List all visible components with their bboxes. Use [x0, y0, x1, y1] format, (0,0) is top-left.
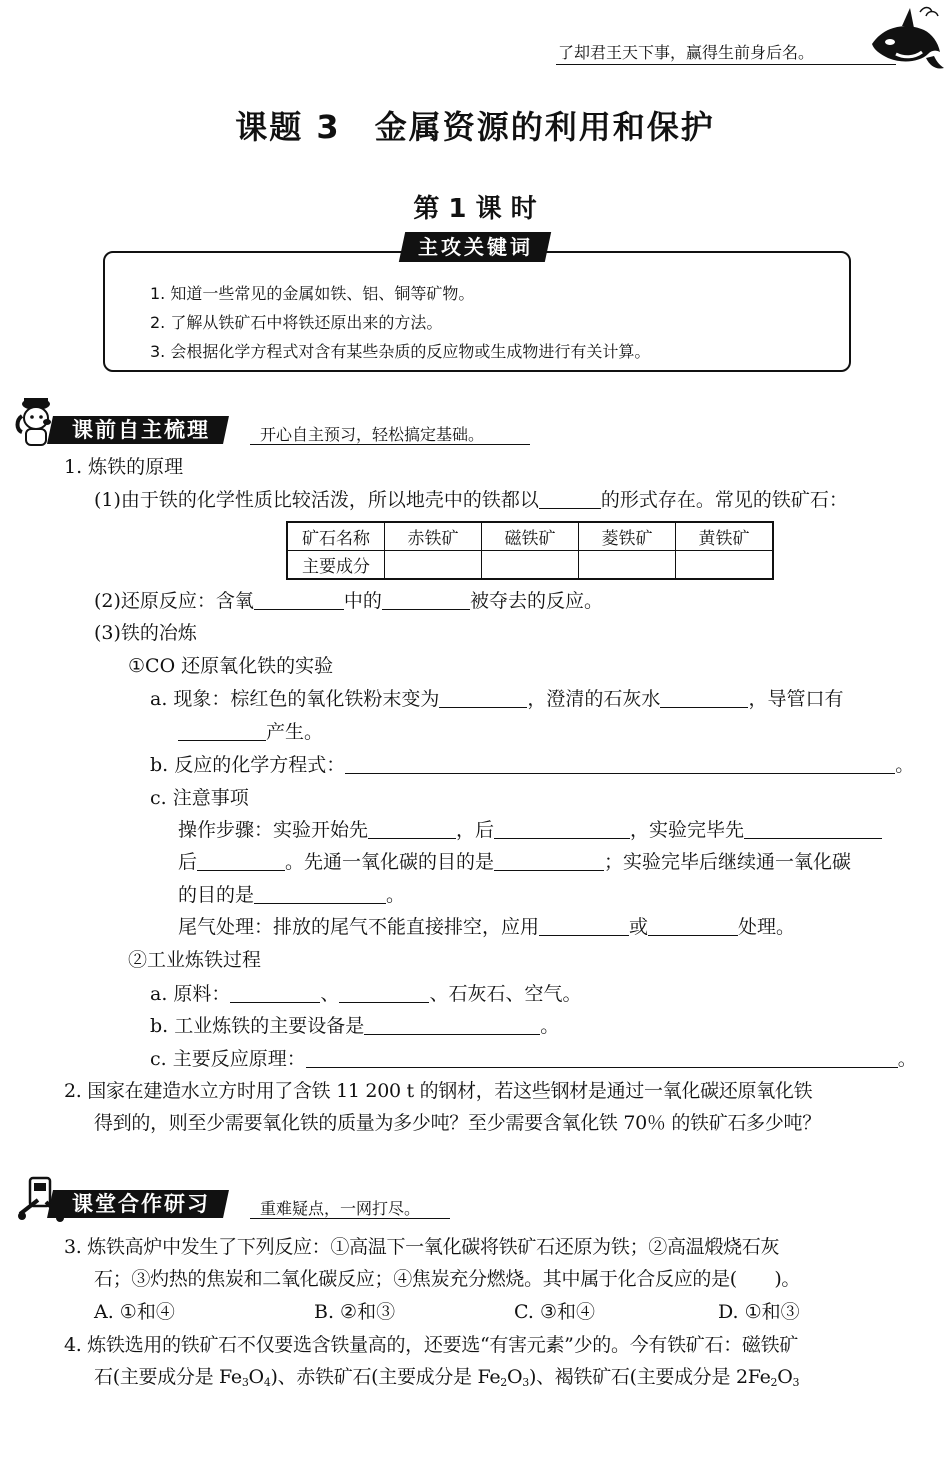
lesson-label: 第 1 课 时 [413, 194, 537, 224]
q1-b2-line [150, 1013, 559, 1039]
q1-2-text-c: 被夺去的反应。 [469, 590, 603, 612]
section-subtitle: 重难疑点，一网打尽。 [260, 1199, 421, 1218]
key-point-item: 1. 知道一些常见的金属如铁、铝、铜等矿物。 [150, 284, 475, 303]
q1-tail-line [178, 914, 795, 940]
subscript: 2 [770, 1376, 778, 1389]
q4-text: O [507, 1366, 523, 1388]
q1-op-text-g: 的目的是 [178, 884, 255, 906]
q1-c2-period: 。 [897, 1048, 917, 1070]
ore-table [286, 521, 774, 580]
table-cell-blank[interactable] [482, 551, 579, 580]
answer-blank[interactable] [345, 754, 895, 774]
q1-op-text-f: ；实验完毕后继续通一氧化碳 [604, 851, 852, 873]
section-underline [250, 444, 530, 445]
q1-a2-text-c: 、石灰石、空气。 [429, 983, 582, 1005]
q1-b1-period: 。 [895, 754, 915, 776]
key-point-item: 2. 了解从铁矿石中将铁还原出来的方法。 [150, 313, 443, 332]
q1-title: 1. 炼铁的原理 [64, 456, 184, 478]
answer-blank[interactable] [660, 688, 748, 708]
table-header-cell: 黄铁矿 [676, 522, 774, 551]
answer-blank[interactable] [494, 819, 630, 839]
page-title: 课题 3 金属资源的利用和保护 [235, 108, 715, 146]
answer-blank[interactable] [254, 590, 344, 610]
answer-blank[interactable] [494, 851, 604, 871]
q1-a1-line [150, 686, 843, 712]
q4-line1: 4. 炼铁选用的铁矿石不仅要选含铁量高的，还要选“有害元素”少的。今有铁矿石：磁铁矿 [64, 1334, 798, 1356]
section-title-box [47, 416, 229, 444]
q1-c2-line [150, 1046, 917, 1072]
section-title: 课前自主梳理 [72, 418, 210, 442]
q1-op-line2 [178, 849, 851, 875]
subscript: 3 [522, 1376, 529, 1389]
q1-op-text-b: ，后 [456, 819, 495, 841]
key-points-tag [399, 232, 551, 262]
option-b[interactable]: B. ②和③ [314, 1301, 396, 1323]
q1-a2-text-a: a. 原料： [150, 983, 231, 1005]
table-header-cell: 磁铁矿 [482, 522, 579, 551]
section-subtitle: 开心自主预习，轻松搞定基础。 [260, 425, 485, 444]
answer-blank[interactable] [254, 884, 386, 904]
answer-blank[interactable] [744, 819, 882, 839]
q1-op-line1 [178, 817, 882, 843]
q1-b2-text-b: 。 [540, 1015, 560, 1037]
subscript: 2 [500, 1376, 507, 1389]
subscript: 3 [792, 1376, 800, 1389]
q1-a1-text-c: ，导管口有 [748, 688, 844, 710]
option-c[interactable]: C. ③和④ [514, 1301, 595, 1323]
q1-1-text-b: 的形式存在。常见的铁矿石： [600, 489, 848, 511]
table-row-label: 主要成分 [287, 551, 385, 580]
q1-1-text-a: (1)由于铁的化学性质比较活泼，所以地壳中的铁都以 [94, 489, 539, 511]
q1-op-text-e: 。先通一氧化碳的目的是 [285, 851, 495, 873]
q4-text: )、褐铁矿石(主要成分是 2Fe [528, 1366, 771, 1388]
subscript: 3 [241, 1376, 249, 1389]
answer-blank[interactable] [197, 851, 285, 871]
option-a[interactable]: A. ①和④ [94, 1301, 175, 1323]
section-banner-preview [14, 412, 614, 446]
q1-op-line3 [178, 882, 405, 908]
q1-b1-line [150, 752, 914, 778]
q1-a1-text-d: 产生。 [266, 721, 324, 743]
q1-2-text-b: 中的 [343, 590, 382, 612]
answer-blank[interactable] [539, 916, 629, 936]
q1-c1-title: c. 注意事项 [150, 787, 249, 809]
option-d[interactable]: D. ①和③ [718, 1301, 800, 1323]
answer-blank[interactable] [439, 688, 527, 708]
table-row [287, 551, 773, 580]
q1-1-line [94, 487, 848, 513]
q1-3-title: (3)铁的冶炼 [94, 622, 197, 644]
table-row [287, 522, 773, 551]
q1-b2-text-a: b. 工业炼铁的主要设备是 [150, 1015, 365, 1037]
section-banner-class [14, 1186, 614, 1220]
q1-b1-text: b. 反应的化学方程式： [150, 754, 346, 776]
q1-op-text-a: 操作步骤：实验开始先 [178, 819, 369, 841]
subscript: 4 [263, 1376, 271, 1389]
q1-a1-text-a: a. 现象：棕红色的氧化铁粉末变为 [150, 688, 440, 710]
q1-a1-line2 [178, 719, 323, 745]
q1-tail-text-b: 或 [629, 916, 649, 938]
table-header-cell: 菱铁矿 [579, 522, 676, 551]
key-points-tag-label: 主攻关键词 [417, 235, 533, 259]
q2-line2: 得到的，则至少需要氧化铁的质量为多少吨？至少需要含氧化铁 70％ 的铁矿石多少吨？ [94, 1112, 821, 1134]
q1-2-text-a: (2)还原反应：含氧 [94, 590, 254, 612]
answer-blank[interactable] [382, 590, 470, 610]
answer-blank[interactable] [178, 721, 266, 741]
table-header-cell: 赤铁矿 [385, 522, 482, 551]
table-cell-blank[interactable] [385, 551, 482, 580]
header-motto: 了却君王天下事，赢得生前身后名。 [558, 43, 815, 62]
header-rule [556, 64, 896, 65]
q1-op-text-d: 后 [178, 851, 198, 873]
q3-line1: 3. 炼铁高炉中发生了下列反应：①高温下一氧化碳将铁矿石还原为铁；②高温煅烧石灰 [64, 1236, 780, 1258]
q1-2-line [94, 588, 603, 614]
q4-text: 石(主要成分是 Fe [94, 1366, 242, 1388]
q1-op-text-c: ，实验完毕先 [630, 819, 745, 841]
q1-tail-text-a: 尾气处理：排放的尾气不能直接排空，应用 [178, 916, 540, 938]
q1-a2-text-b: 、 [320, 983, 340, 1005]
answer-blank[interactable] [364, 1015, 540, 1035]
table-cell-blank[interactable] [579, 551, 676, 580]
q1-a1-text-b: ，澄清的石灰水 [527, 688, 661, 710]
q4-text: O [777, 1366, 793, 1388]
answer-blank[interactable] [539, 489, 601, 509]
section-title: 课堂合作研习 [72, 1192, 210, 1216]
answer-blank[interactable] [648, 916, 738, 936]
experiment-2-title: ②工业炼铁过程 [128, 949, 262, 971]
q1-c2-text: c. 主要反应原理： [150, 1048, 306, 1070]
answer-blank[interactable] [230, 983, 320, 1003]
q1-tail-text-c: 处理。 [738, 916, 796, 938]
q4-text: O [248, 1366, 264, 1388]
answer-blank[interactable] [339, 983, 429, 1003]
section-underline [250, 1218, 450, 1219]
q2-line1: 2. 国家在建造水立方时用了含铁 11 200 t 的钢材，若这些钢材是通过一氧化碳还原氧化铁 [64, 1080, 813, 1102]
table-cell-blank[interactable] [676, 551, 774, 580]
answer-blank[interactable] [306, 1048, 898, 1068]
q4-line2 [94, 1364, 799, 1396]
q3-line2: 石；③灼热的焦炭和二氧化碳反应；④焦炭充分燃烧。其中属于化合反应的是( )。 [94, 1268, 801, 1290]
key-point-item: 3. 会根据化学方程式对含有某些杂质的反应物或生成物进行有关计算。 [150, 342, 651, 361]
experiment-1-title: ①CO 还原氧化铁的实验 [128, 655, 334, 677]
answer-blank[interactable] [368, 819, 456, 839]
q1-a2-line [150, 981, 581, 1007]
q1-op-text-h: 。 [386, 884, 406, 906]
table-header-cell: 矿石名称 [287, 522, 385, 551]
q4-text: )、赤铁矿石(主要成分是 Fe [270, 1366, 501, 1388]
section-title-box [47, 1190, 229, 1218]
orca-icon [866, 4, 946, 78]
